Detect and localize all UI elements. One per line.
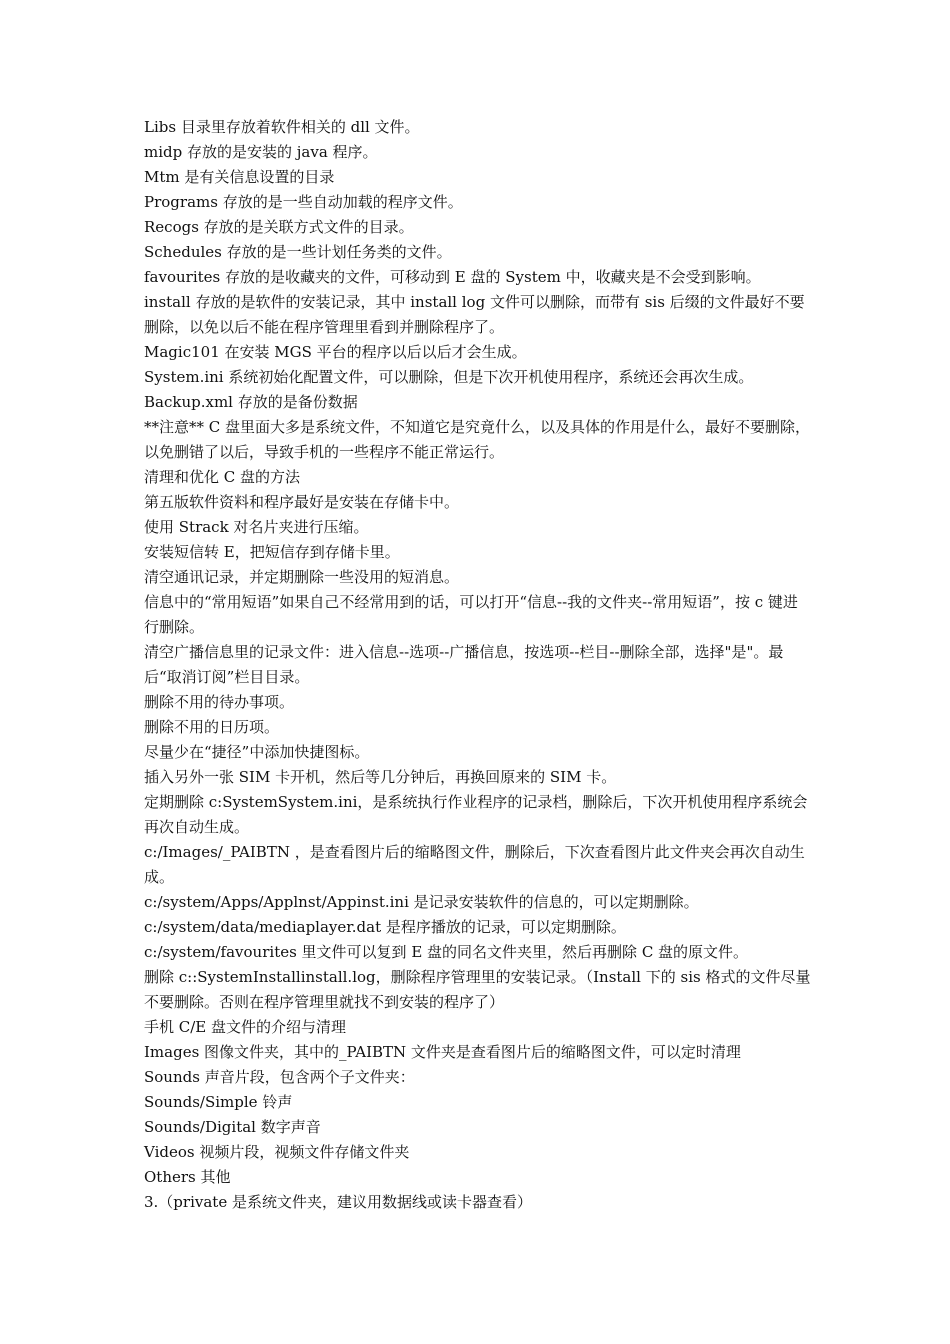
paragraph-tip-system-ini: 定期删除 c:SystemSystem.ini，是系统执行作业程序的记录档，删除后，下次开机使用程序系统会再次自动生成。	[144, 793, 808, 836]
paragraph-tip-install-card: 第五版软件资料和程序最好是安装在存储卡中。	[144, 493, 460, 511]
paragraph-others-folder: Others 其他	[144, 1168, 231, 1186]
paragraph-tip-strack: 使用 Strack 对名片夹进行压缩。	[144, 518, 369, 536]
paragraph-tip-todo: 删除不用的待办事项。	[144, 693, 295, 711]
paragraph-install: install 存放的是软件的安装记录，其中 install log 文件可以删除，而带有 sis 后缀的文件最好不要删除，以免以后不能在程序管理里看到并删除程序了。	[144, 293, 805, 336]
paragraph-midp: midp 存放的是安装的 java 程序。	[144, 143, 378, 161]
paragraph-sounds-digital: Sounds/Digital 数字声音	[144, 1118, 321, 1136]
paragraph-recogs: Recogs 存放的是关联方式文件的目录。	[144, 218, 414, 236]
paragraph-programs: Programs 存放的是一些自动加载的程序文件。	[144, 193, 463, 211]
paragraph-tip-images: c:/Images/_PAIBTN ，是查看图片后的缩略图文件，删除后，下次查看图片此文件夹会再次自动生成。	[144, 843, 805, 886]
paragraph-tip-favourites: c:/system/favourites 里文件可以复到 E 盘的同名文件夹里，然后再删除 C 盘的原文件。	[144, 943, 749, 961]
document-body	[144, 115, 812, 1215]
paragraph-magic101: Magic101 在安装 MGS 平台的程序以后以后才会生成。	[144, 343, 527, 361]
section-heading-ce-drive: 手机 C/E 盘文件的介绍与清理	[144, 1018, 347, 1036]
paragraph-tip-phrases: 信息中的“常用短语”如果自己不经常用到的话，可以打开“信息--我的文件夹--常用短语”，按 c 键进行删除。	[144, 593, 798, 636]
paragraph-tip-broadcast: 清空广播信息里的记录文件：进入信息--选项--广播信息，按选项--栏目--删除全部，选择"是"。最后“取消订阅”栏目目录。	[144, 643, 784, 686]
paragraph-tip-appinst: c:/system/Apps/Applnst/Appinst.ini 是记录安装软件的信息的，可以定期删除。	[144, 893, 699, 911]
paragraph-backup-xml: Backup.xml 存放的是备份数据	[144, 393, 358, 411]
paragraph-mtm: Mtm 是有关信息设置的目录	[144, 168, 335, 186]
paragraph-tip-sim: 插入另外一张 SIM 卡开机，然后等几分钟后，再换回原来的 SIM 卡。	[144, 768, 617, 786]
paragraph-warning: **注意** C 盘里面大多是系统文件，不知道它是究竟什么，以及具体的作用是什么，最好不要删除，以免删错了以后，导致手机的一些程序不能正常运行。	[144, 418, 811, 461]
paragraph-sounds-simple: Sounds/Simple 铃声	[144, 1093, 293, 1111]
paragraph-tip-install-log: 删除 c::SystemInstallinstall.log，删除程序管理里的安装记录。（Install 下的 sis 格式的文件尽量不要删除。否则在程序管理里就找不到安装的程序了）	[144, 968, 811, 1011]
section-heading-clean-c: 清理和优化 C 盘的方法	[144, 468, 301, 486]
paragraph-images-folder: Images 图像文件夹，其中的_PAIBTN 文件夹是查看图片后的缩略图文件，可以定时清理	[144, 1043, 741, 1061]
paragraph-system-ini: System.ini 系统初始化配置文件，可以删除，但是下次开机使用程序，系统还会再次生成。	[144, 368, 754, 386]
paragraph-videos-folder: Videos 视频片段，视频文件存储文件夹	[144, 1143, 410, 1161]
paragraph-tip-calendar: 删除不用的日历项。	[144, 718, 280, 736]
paragraph-tip-mediaplayer: c:/system/data/mediaplayer.dat 是程序播放的记录，可以定期删除。	[144, 918, 626, 936]
paragraph-tip-shortcuts: 尽量少在“捷径”中添加快捷图标。	[144, 743, 370, 761]
paragraph-tip-sms-to-e: 安装短信转 E，把短信存到存储卡里。	[144, 543, 400, 561]
paragraph-schedules: Schedules 存放的是一些计划任务类的文件。	[144, 243, 452, 261]
paragraph-libs: Libs 目录里存放着软件相关的 dll 文件。	[144, 118, 420, 136]
paragraph-private-note: 3.（private 是系统文件夹，建议用数据线或读卡器查看）	[144, 1193, 532, 1211]
paragraph-tip-clear-log: 清空通讯记录，并定期删除一些没用的短消息。	[144, 568, 460, 586]
paragraph-sounds-folder: Sounds 声音片段，包含两个子文件夹：	[144, 1068, 415, 1086]
paragraph-favourites: favourites 存放的是收藏夹的文件，可移动到 E 盘的 System 中，收藏夹是不会受到影响。	[144, 268, 761, 286]
